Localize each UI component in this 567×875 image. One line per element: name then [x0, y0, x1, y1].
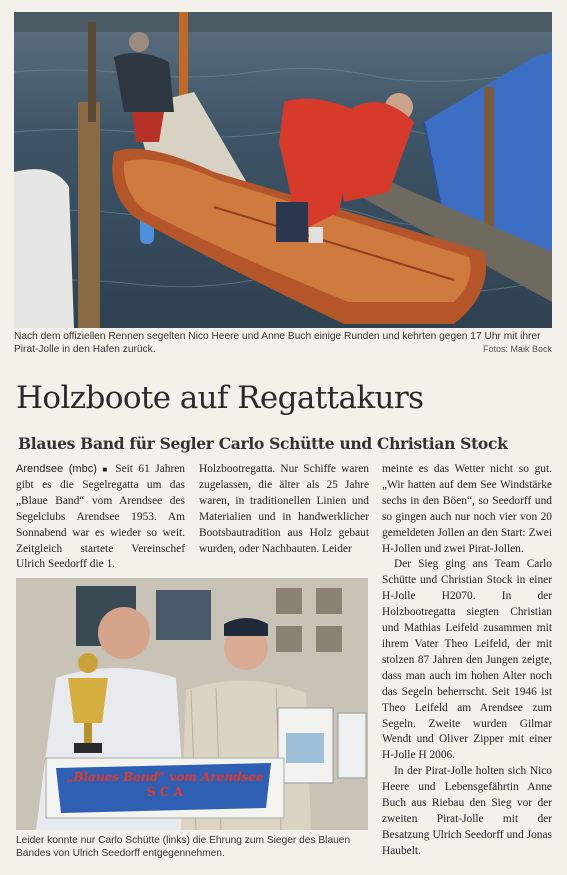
photo-credit: Fotos: Maik Bock [482, 344, 552, 354]
article-column-2 [199, 462, 369, 557]
bottom-photo-caption: Leider konnte nur Carlo Schütte (links) die Ehrung zum Sieger des Blauen Bandes von Ulrich Seedorff entgegennehmen. [16, 835, 351, 859]
column-1-text: Seit 61 Jahren gibt es die Segelregatta um das „Blaue Band“ vom Arendsee des Segelclubs Arendsee 1953. Am Sonnabend war es wieder so weit. Zeitgleich startete Vereinschef Ulrich Seedorff die 1. [16, 463, 185, 571]
bottom-photo [16, 578, 368, 830]
banner-text [60, 770, 270, 800]
article-column-3 [382, 462, 552, 860]
dateline-marker: ■ [102, 465, 110, 474]
column-3-paragraph-3: In der Pirat-Jolle holten sich Nico Heere und Lebensgefährtin Anne Buch aus Riebau den Sieg vor der zweiten Pirat-Jolle mit der Besatzung Ulrich Seedorff und Jonas Haubelt. [382, 765, 552, 857]
top-photo [14, 12, 552, 328]
banner-line-1: „Blaues Band“ vom Arendsee [66, 770, 264, 784]
article-headline: Holzboote auf Regattakurs [16, 380, 424, 416]
top-photo-caption-text: Nach dem offiziellen Rennen segelten Nico Heere und Anne Buch einige Runden und kehrten gegen 17 Uhr mit ihrer Pirat-Jolle in den Hafen zurück. [14, 331, 541, 355]
column-3-paragraph-1: meinte es das Wetter nicht so gut. „Wir hatten auf dem See Windstärke sechs in den Böen“, so Seedorff und so gingen auch nur noch vier von 20 gemeldeten Jollen an den Start: Zwei H-Jollen und zwei Pirat-Jollen. [382, 463, 552, 555]
banner-line-2: S C A [147, 785, 183, 799]
dateline: Arendsee (mbc) [16, 463, 97, 475]
column-3-paragraph-2: Der Sieg ging ans Team Carlo Schütte und Christian Stock in einer H-Jolle H2070. In der Holzbootregatta siegten Christian und Mathias Leifeld zusammen mit ihrem Vater Theo Leifeld, der mit stolzen 87 Jahren den Jungen zeigte, dass man auch im hohen Alter noch das Segeln beherrscht. Seit 1946 ist Theo Leifeld am Arendsee zum Segeln. Zweite wurden Gilmar Wendt und Oliver Zipper mit einer H-Jolle H 2006. [382, 558, 552, 762]
article-column-1 [16, 462, 185, 573]
harbor-scene-illustration [14, 12, 552, 328]
top-photo-caption [14, 330, 552, 356]
article-subheadline: Blaues Band für Segler Carlo Schütte und Christian Stock [18, 434, 508, 453]
column-2-text: Holzbootregatta. Nur Schiffe waren zugelassen, die älter als 25 Jahre waren, in traditionellen Linien und Materialien und in handwerklicher Bootsbautradition aus Holz gebaut wurden, oder Nachbauten. Leider [199, 463, 369, 555]
